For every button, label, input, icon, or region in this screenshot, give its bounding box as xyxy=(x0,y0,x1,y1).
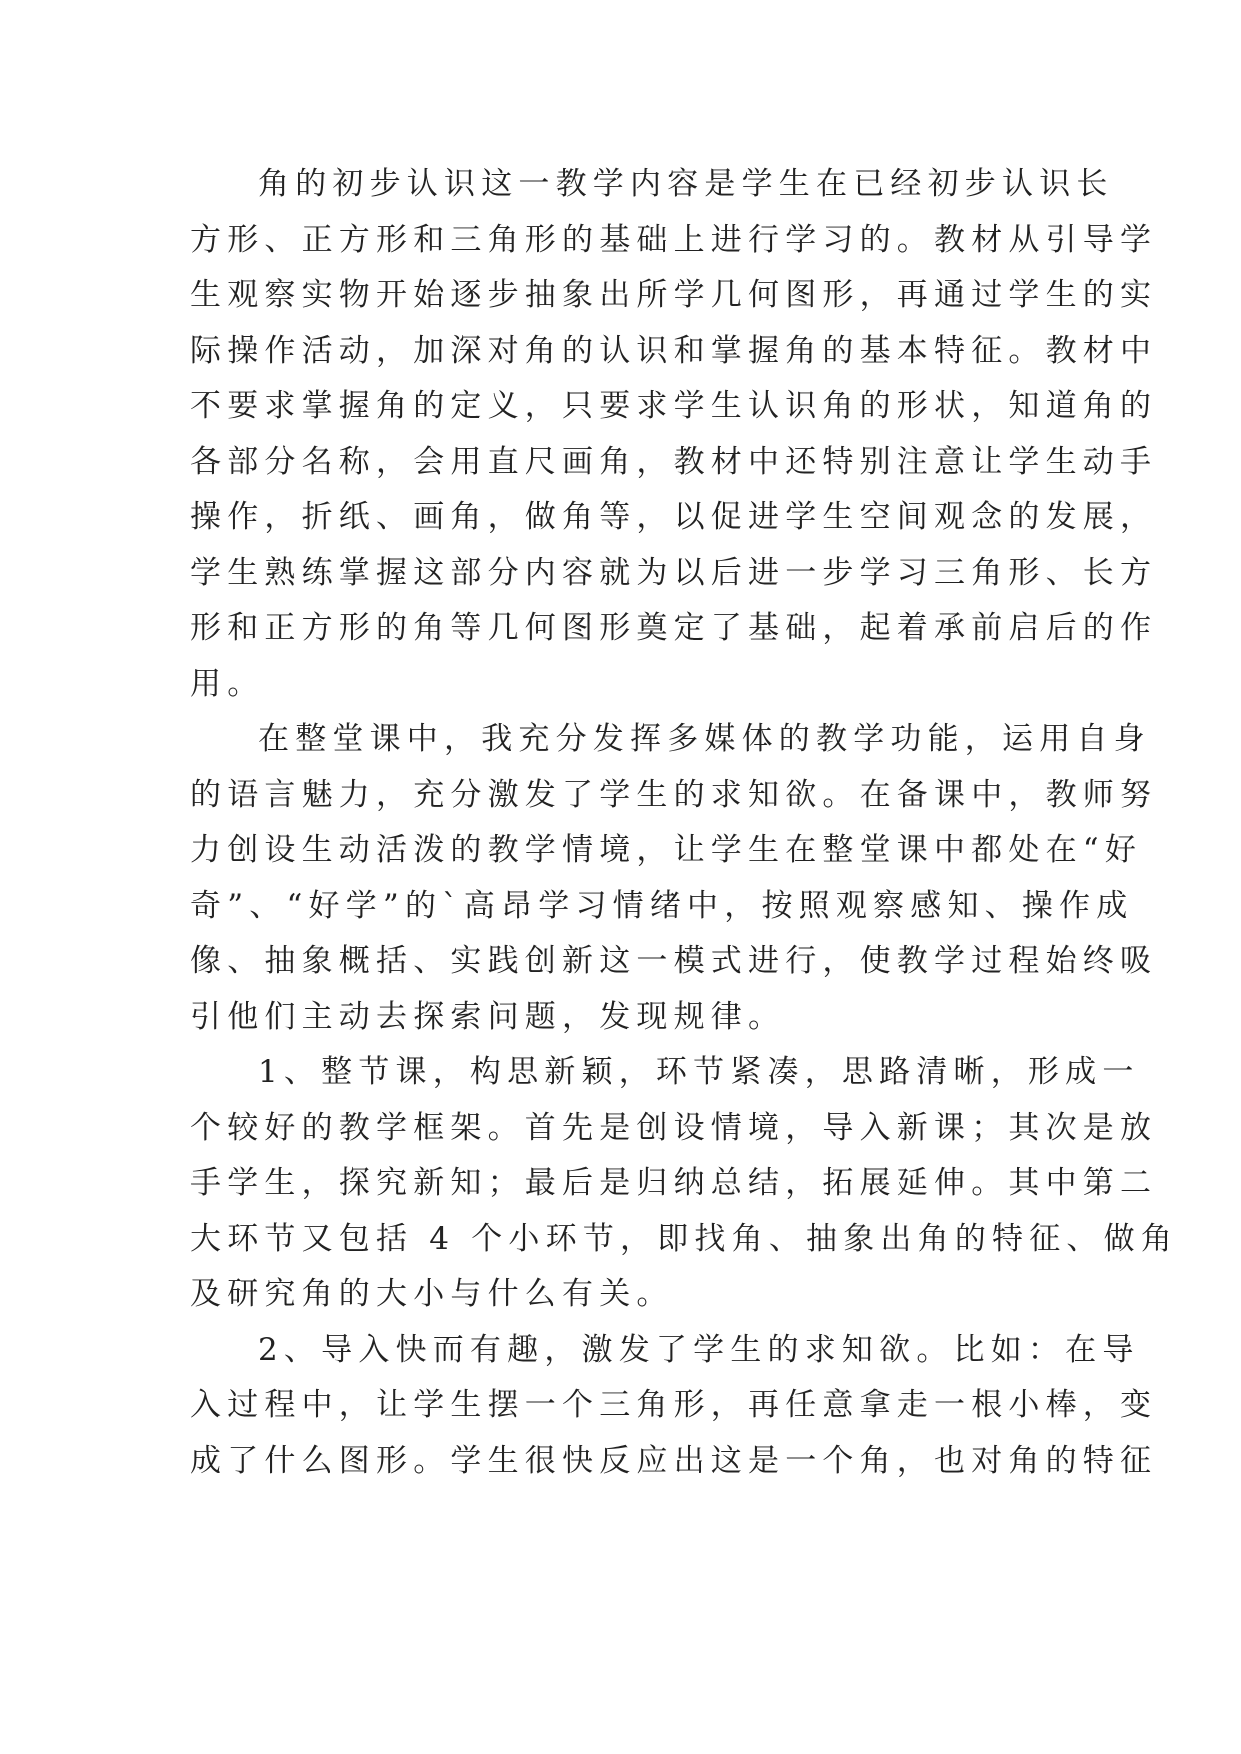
text-line: 1、整节课，构思新颖，环节紧凑，思路清晰，形成一 xyxy=(258,1054,1140,1090)
paragraph-3 xyxy=(190,1045,1179,1323)
document-body xyxy=(190,157,1179,1489)
text-line: 际操作活动，加深对角的认识和掌握角的基本特征。教材中 xyxy=(190,332,1158,369)
text-line: 不要求掌握角的定义，只要求学生认识角的形状，知道角的 xyxy=(190,388,1158,424)
text-line: 个较好的教学框架。首先是创设情境，导入新课；其次是放 xyxy=(190,1109,1158,1146)
text-line: 2、导入快而有趣，激发了学生的求知欲。比如：在导 xyxy=(258,1331,1140,1368)
text-line: 角的初步认识这一教学内容是学生在已经初步认识长 xyxy=(258,166,1114,202)
text-line: 生观察实物开始逐步抽象出所学几何图形，再通过学生的实 xyxy=(190,277,1158,313)
text-line: 大环节又包括 4 个小环节，即找角、抽象出角的特征、做角 xyxy=(190,1220,1179,1257)
text-line: 各部分名称，会用直尺画角，教材中还特别注意让学生动手 xyxy=(190,443,1158,480)
text-line: 的语言魅力，充分激发了学生的求知欲。在备课中，教师努 xyxy=(190,776,1158,813)
paragraph-2 xyxy=(190,712,1158,1045)
text-line: 引他们主动去探索问题，发现规律。 xyxy=(190,998,786,1035)
text-line: 学生熟练掌握这部分内容就为以后进一步学习三角形、长方 xyxy=(190,554,1158,591)
text-line: 用。 xyxy=(190,665,265,702)
text-line: 入过程中，让学生摆一个三角形，再任意拿走一根小棒，变 xyxy=(190,1387,1158,1423)
text-line: 方形、正方形和三角形的基础上进行学习的。教材从引导学 xyxy=(190,221,1158,258)
text-line: 力创设生动活泼的教学情境，让学生在整堂课中都处在“好 xyxy=(190,832,1143,868)
text-line: 像、抽象概括、实践创新这一模式进行，使教学过程始终吸 xyxy=(190,943,1158,979)
text-line: 形和正方形的角等几何图形奠定了基础，起着承前启后的作 xyxy=(190,610,1158,646)
text-line: 操作，折纸、画角，做角等，以促进学生空间观念的发展， xyxy=(190,499,1158,535)
text-line: 奇”、“好学”的`高昂学习情绪中，按照观察感知、操作成 xyxy=(190,887,1134,924)
text-line: 及研究角的大小与什么有关。 xyxy=(190,1276,674,1312)
paragraph-4 xyxy=(190,1323,1158,1490)
text-line: 在整堂课中，我充分发挥多媒体的教学功能，运用自身 xyxy=(258,721,1151,757)
text-line: 成了什么图形。学生很快反应出这是一个角，也对角的特征 xyxy=(190,1442,1158,1479)
text-line: 手学生，探究新知；最后是归纳总结，拓展延伸。其中第二 xyxy=(190,1165,1158,1201)
paragraph-1 xyxy=(190,157,1158,712)
